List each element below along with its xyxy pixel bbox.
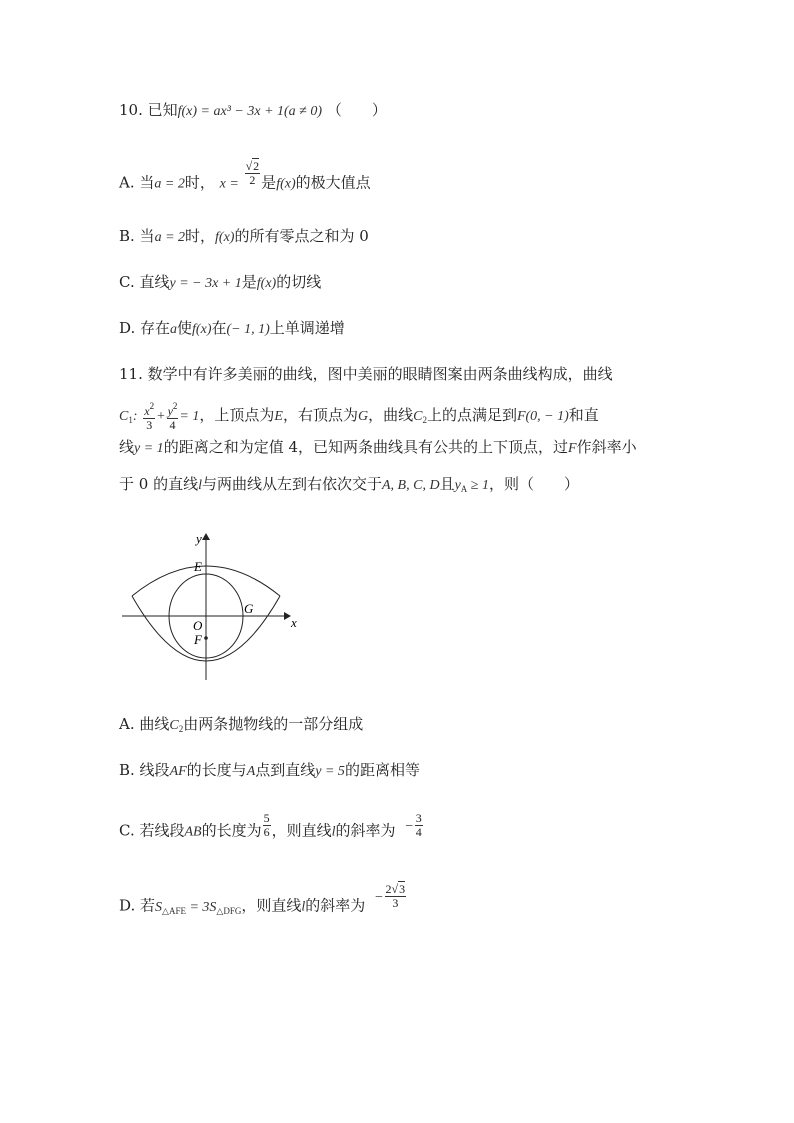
- option-label: A. 曲线: [119, 715, 170, 733]
- option-text: 时，: [185, 227, 216, 245]
- fraction-x2-over-3: $\frac{x^2}{3}$: [144, 401, 155, 432]
- q11-text: ，曲线: [368, 406, 414, 424]
- math-l: l: [198, 478, 202, 493]
- label-F: F: [194, 632, 202, 647]
- math-condition: $y_A \ge 1$: [454, 478, 489, 494]
- q10-option-a: [119, 159, 371, 197]
- math-cond: a = 2: [154, 176, 185, 192]
- math-fx: f(x): [276, 176, 296, 192]
- option-label: C. 直线: [119, 273, 170, 291]
- q11-stem-line1: [119, 364, 613, 384]
- math-fx: f(x): [215, 230, 235, 245]
- q11-text: 线: [119, 438, 135, 456]
- option-text: 由两条抛物线的一部分组成: [183, 715, 364, 733]
- option-text: 的切线: [276, 273, 322, 291]
- math-AB: AB: [184, 824, 202, 840]
- label-x: x: [291, 615, 297, 630]
- math-line-y1: y = 1: [134, 441, 164, 456]
- fraction-2sqrt3-over-3: $\frac{2√3}{3}$: [385, 882, 406, 910]
- q11-stem-line4: [119, 474, 579, 499]
- fraction-y2-over-4: $\frac{y^2}{4}$: [167, 401, 178, 432]
- option-label: C. 若线段: [119, 821, 185, 840]
- math-interval: (− 1, 1): [226, 322, 270, 337]
- math-points: A, B, C, D: [382, 478, 440, 493]
- q10-number: 10. 已知: [119, 101, 178, 119]
- option-label: A. 当: [119, 173, 155, 192]
- math-minus: −: [374, 889, 384, 905]
- q11-text: 与两曲线从左到右依次交于: [201, 475, 382, 493]
- q11-text: 于 0 的直线: [119, 475, 199, 493]
- math-G: G: [357, 409, 369, 424]
- option-label: B. 当: [119, 227, 155, 245]
- ellipse-equation: $C_1$:: [119, 409, 138, 425]
- math-x-equals: x =: [219, 176, 239, 192]
- fraction-sqrt2-over-2: $\frac{√2}{2}$: [245, 159, 260, 187]
- q11-text: ，则（ ）: [488, 475, 579, 493]
- q10-function: f(x) = ax³ − 3x + 1(a ≠ 0): [177, 104, 323, 119]
- option-text: ，则直线: [241, 896, 302, 915]
- q11-text: ，右顶点为: [282, 406, 358, 424]
- math-F-point: F(0, − 1): [516, 409, 569, 424]
- q11-stem-line2: $C_1$: $\frac{x^2}{3}$ + $\frac{y^2}{4}$ = 1，上顶点为E，右顶点为G，曲线$C_2$上的点满足到F(0, − 1)和直: [119, 401, 599, 432]
- math-area-equation: $S_{\triangle AFE} = 3S_{\triangle DFG}$: [155, 899, 242, 916]
- option-label: D. 存在: [119, 319, 171, 337]
- fraction-5-over-6: $\frac{5}{6}$: [263, 811, 270, 839]
- q10-option-b: [119, 226, 369, 248]
- option-text: 的极大值点: [295, 173, 371, 192]
- math-C2: $C_2$: [169, 718, 184, 734]
- q11-option-d: [119, 882, 407, 921]
- math-C2: $C_2$: [413, 409, 427, 425]
- math-AF: AF: [169, 764, 187, 779]
- q10-stem: [119, 100, 387, 122]
- math-line-y5: y = 5: [315, 764, 345, 779]
- eye-figure: [118, 528, 308, 688]
- math-E: E: [274, 409, 283, 424]
- math-minus: −: [404, 818, 414, 834]
- option-text: 的长度与: [186, 761, 247, 779]
- option-text: 的斜率为: [335, 821, 396, 840]
- fraction-3-over-4: $\frac{3}{4}$: [415, 811, 422, 839]
- point-F: [204, 636, 208, 640]
- option-text: 的所有零点之和为 0: [234, 227, 369, 245]
- q11-text: 作斜率小: [576, 438, 637, 456]
- math-cond: a = 2: [154, 230, 186, 245]
- label-y: y: [196, 531, 202, 546]
- math-fx: f(x): [192, 322, 212, 337]
- label-G: G: [244, 601, 254, 616]
- q10-option-c: [119, 272, 321, 294]
- q11-text: 且: [439, 475, 455, 493]
- math-F: F: [568, 441, 577, 456]
- label-O: O: [193, 618, 203, 633]
- q11-stem-line3: [119, 437, 637, 459]
- q10-option-d: [119, 318, 345, 340]
- q11-text: 11. 数学中有许多美丽的曲线，图中美丽的眼睛图案由两条曲线构成，曲线: [119, 365, 613, 383]
- option-label: D. 若: [119, 896, 156, 915]
- option-text: 上单调递增: [269, 319, 345, 337]
- q11-text: 和直: [568, 406, 599, 424]
- option-label: B. 线段: [119, 761, 170, 779]
- option-text: 是: [261, 173, 277, 192]
- q10-answer-paren: （ ）: [326, 101, 387, 119]
- option-text: 的斜率为: [305, 896, 366, 915]
- label-E: E: [194, 559, 202, 574]
- option-text: 的距离相等: [344, 761, 420, 779]
- math-a: a: [170, 322, 178, 337]
- q11-text: 上的点满足到: [426, 406, 517, 424]
- option-text: ，则直线: [271, 821, 332, 840]
- option-text: 使: [177, 319, 193, 337]
- option-text: 时，: [184, 173, 215, 192]
- math-l: l: [301, 899, 306, 915]
- q11-option-c: [119, 811, 424, 845]
- option-text: 点到直线: [255, 761, 316, 779]
- math-l: l: [331, 824, 336, 840]
- q11-text: 的距离之和为定值 4，已知两条曲线具有公共的上下顶点，过: [163, 438, 569, 456]
- option-text: 在: [211, 319, 227, 337]
- math-line: y = − 3x + 1: [169, 276, 242, 291]
- q11-text: ，上顶点为: [199, 406, 275, 424]
- option-text: 的长度为: [201, 821, 262, 840]
- q11-option-a: [119, 714, 363, 739]
- q11-option-b: [119, 760, 420, 782]
- option-text: 是: [241, 273, 257, 291]
- math-fx: f(x): [256, 276, 277, 291]
- math-A: A: [246, 764, 256, 779]
